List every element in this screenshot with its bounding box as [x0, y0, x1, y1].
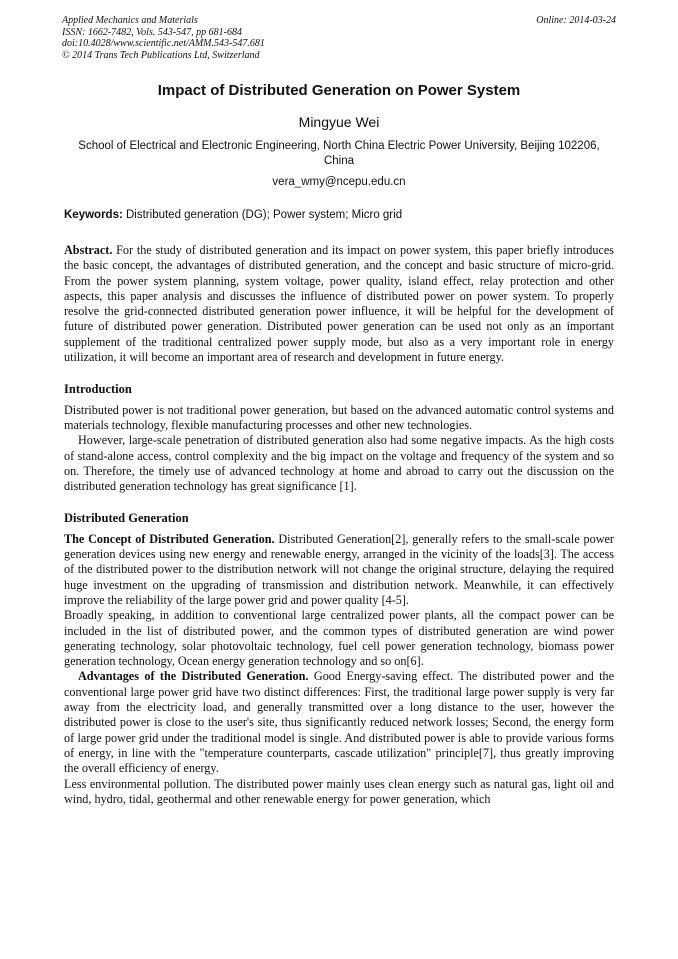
- abstract-text: For the study of distributed generation and its impact on power system, this paper briefly introduces the basic concept, the advantages of distributed generation, and the concept and basic structure of micro-grid. From the power system planning, system voltage, power quality, island effect, relay protection and other aspects, this paper analysis and discusses the influence of distributed power on power system. To properly resolve the grid-connected distributed generation power influence, it will be helpful for the development of future of distributed power generation. Distributed power generation can be used not only as an important supplement of the traditional centralized power supply mode, but also as a very important role in energy utilization, it will become an important area of research and development in future energy.: [64, 243, 614, 365]
- introduction-heading: Introduction: [64, 382, 132, 397]
- doi-line: doi:10.4028/www.scientific.net/AMM.543-547.681: [62, 38, 265, 49]
- paper-body: [64, 243, 614, 807]
- introduction-paragraph-2: However, large-scale penetration of distributed generation also had some negative impacts. As the high costs of stand-alone access, control complexity and the big impact on the voltage and frequency of the system and so on. Therefore, the timely use of advanced technology at home and abroad to carry out the discussion on the distributed generation technology has great significance [1].: [64, 433, 614, 494]
- keywords-text: Distributed generation (DG); Power system; Micro grid: [126, 209, 403, 221]
- advantages-text: Good Energy-saving effect. The distributed power and the conventional large power grid have two distinct differences: First, the traditional large power supply is very far away from the electricity load, and generally transmitted over a long distance to the user, however the distributed power is close to the user's site, thus significantly reduced network losses; Second, the energy form of large power grid under the traditional model is single. And distributed power is able to provide various forms of energy, in line with the "temperature counterparts, cascade utilization" principle[7], thus greatly improving the overall efficiency of energy.: [64, 669, 614, 776]
- abstract-paragraph: [64, 243, 614, 365]
- abstract-label: Abstract.: [64, 243, 113, 257]
- author-email: vera_wmy@ncepu.edu.cn: [272, 176, 406, 188]
- online-date: Online: 2014-03-24: [536, 15, 616, 26]
- advantages-paragraph: [64, 669, 614, 776]
- pollution-paragraph: Less environmental pollution. The distributed power mainly uses clean energy such as natural gas, light oil and wind, hydro, tidal, geothermal and other renewable energy for power generation, which: [64, 776, 614, 806]
- introduction-paragraph-1: Distributed power is not traditional power generation, but based on the advanced automatic control systems and materials technology, flexible manufacturing processes and other new technologies.: [64, 402, 614, 432]
- advantages-label: Advantages of the Distributed Generation.: [78, 669, 309, 684]
- broadly-speaking-paragraph: Broadly speaking, in addition to conventional large centralized power plants, all the compact power can be included in the list of distributed power, and the common types of distributed generation are wind power generating technology, solar photovoltaic technology, fuel cell power generation technology, biomass power generation technology, Ocean energy generation technology and so on[6].: [64, 608, 614, 669]
- author-affiliation: School of Electrical and Electronic Engineering, North China Electric Power University, Beijing 102206, China: [78, 140, 600, 167]
- concept-paragraph: [64, 532, 614, 608]
- concept-label: The Concept of Distributed Generation.: [64, 531, 275, 546]
- journal-name: Applied Mechanics and Materials: [62, 15, 198, 26]
- author-name: Mingyue Wei: [298, 114, 380, 130]
- concept-text: Distributed Generation[2], generally refers to the small-scale power generation devices using new energy and renewable energy, arranged in the vicinity of the loads[3]. The access of the distributed power to the distribution network will not change the original structure, delaying the required huge investment on the upgrading of transmission and distribution network. Meanwhile, it can effectively improve the reliability of the large power grid and power quality [4-5].: [64, 531, 614, 607]
- copyright-line: © 2014 Trans Tech Publications Ltd, Switzerland: [62, 49, 260, 61]
- issn-line: ISSN: 1662-7482, Vols. 543-547, pp 681-684: [62, 26, 242, 38]
- journal-header: [62, 15, 265, 61]
- keywords-line: [64, 209, 616, 221]
- distributed-generation-heading: Distributed Generation: [64, 511, 189, 526]
- keywords-label: Keywords:: [64, 209, 123, 221]
- paper-title: Impact of Distributed Generation on Power System: [157, 82, 521, 99]
